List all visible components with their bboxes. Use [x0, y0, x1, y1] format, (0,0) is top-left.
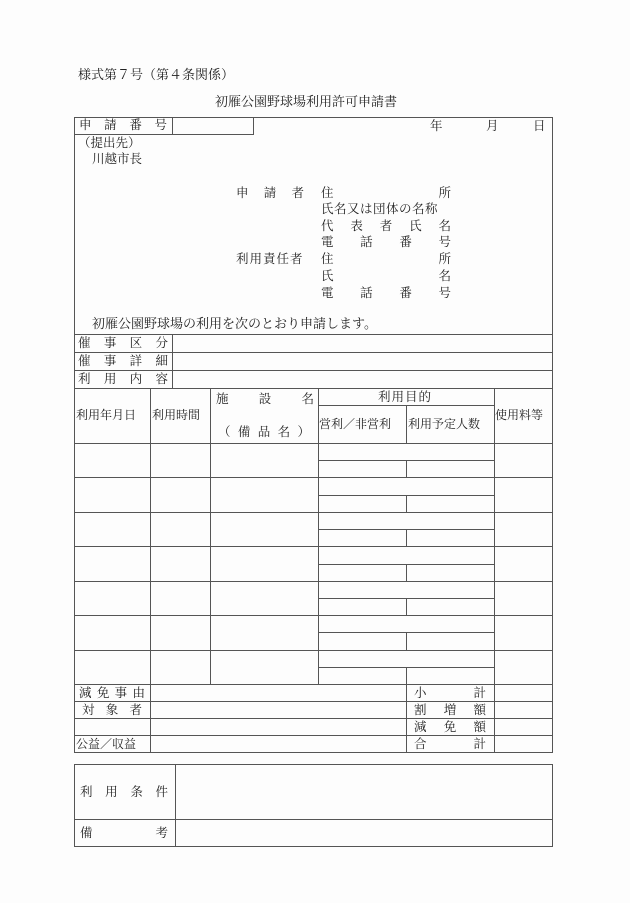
- applicant-phone-label: 電 話 番 号: [321, 234, 451, 249]
- purpose-field[interactable]: [319, 616, 494, 632]
- usage-time-field[interactable]: [151, 651, 210, 684]
- expected-people-field[interactable]: [407, 530, 494, 546]
- facility-name-field[interactable]: [211, 651, 318, 684]
- facility-name-field[interactable]: [211, 444, 318, 477]
- usage-date-field[interactable]: [75, 582, 150, 615]
- date-day-label: 日: [533, 118, 546, 133]
- expected-people-field[interactable]: [407, 668, 494, 684]
- fee-field[interactable]: [495, 582, 552, 615]
- facility-name-field[interactable]: [211, 616, 318, 650]
- event-category-field[interactable]: [173, 335, 552, 352]
- header-facility-name: 施 設 名: [216, 391, 314, 406]
- header-usage-date: 利用年月日: [76, 408, 137, 422]
- reduction-reason-field[interactable]: [151, 685, 406, 701]
- applicant-name-label: 氏名又は団体の名称: [321, 201, 439, 216]
- application-number-label: 申 請 番 号: [79, 117, 167, 132]
- profit-field[interactable]: [319, 530, 406, 546]
- subtotal-label: 小 計: [414, 685, 486, 700]
- date-month-label: 月: [486, 118, 499, 133]
- fee-field[interactable]: [495, 616, 552, 650]
- public-profit-label: 公益／収益: [76, 737, 137, 751]
- purpose-field[interactable]: [319, 478, 494, 495]
- purpose-field[interactable]: [319, 444, 494, 460]
- usage-date-field[interactable]: [75, 444, 150, 477]
- header-usage-time: 利用時間: [152, 408, 201, 422]
- subtotal-field[interactable]: [495, 685, 552, 701]
- usage-time-field[interactable]: [151, 444, 210, 477]
- target-person-label: 対 象 者: [82, 702, 142, 717]
- usage-date-field[interactable]: [75, 547, 150, 581]
- responsible-person-label: 利用責任者: [236, 251, 304, 266]
- target-person-field[interactable]: [151, 702, 406, 718]
- form-title: 初雁公園野球場利用許可申請書: [215, 95, 398, 110]
- remarks-field[interactable]: [176, 820, 552, 846]
- usage-time-field[interactable]: [151, 582, 210, 615]
- responsible-name-label: 氏 名: [321, 268, 451, 283]
- date-year-label: 年: [430, 118, 443, 133]
- reduction-amount-label: 減 免 額: [414, 719, 486, 734]
- purpose-field[interactable]: [319, 651, 494, 667]
- expected-people-field[interactable]: [407, 633, 494, 650]
- usage-content-label: 利 用 内 容: [78, 371, 168, 386]
- responsible-address-label: 住 所: [321, 251, 451, 266]
- usage-time-field[interactable]: [151, 513, 210, 546]
- header-expected-people: 利用予定人数: [408, 417, 481, 431]
- event-detail-label: 催 事 詳 細: [78, 353, 168, 368]
- purpose-field[interactable]: [319, 582, 494, 598]
- applicant-label: 申 請 者: [236, 185, 304, 200]
- profit-field[interactable]: [319, 668, 406, 684]
- surcharge-field[interactable]: [495, 702, 552, 718]
- header-purpose: 利用目的: [378, 389, 433, 404]
- purpose-field[interactable]: [319, 513, 494, 529]
- facility-name-field[interactable]: [211, 582, 318, 615]
- applicant-address-label: 住 所: [321, 185, 451, 200]
- fee-field[interactable]: [495, 513, 552, 546]
- usage-date-field[interactable]: [75, 651, 150, 684]
- profit-field[interactable]: [319, 496, 406, 512]
- event-detail-field[interactable]: [173, 353, 552, 370]
- form-number: 様式第７号（第４条関係）: [78, 68, 235, 83]
- conditions-field[interactable]: [176, 765, 552, 819]
- expected-people-field[interactable]: [407, 565, 494, 581]
- purpose-field[interactable]: [319, 547, 494, 564]
- responsible-phone-label: 電 話 番 号: [321, 285, 451, 300]
- remarks-label: 備 考: [80, 825, 168, 840]
- usage-content-field[interactable]: [173, 371, 552, 388]
- fee-field[interactable]: [495, 478, 552, 512]
- submit-to-label: （提出先）: [78, 135, 141, 150]
- blank-summary-field[interactable]: [151, 719, 406, 735]
- usage-time-field[interactable]: [151, 478, 210, 512]
- total-field[interactable]: [495, 736, 552, 752]
- usage-time-field[interactable]: [151, 547, 210, 581]
- expected-people-field[interactable]: [407, 461, 494, 477]
- fee-field[interactable]: [495, 651, 552, 684]
- header-profit: 営利／非営利: [319, 417, 392, 431]
- header-fee: 使用料等: [495, 408, 544, 422]
- total-label: 合 計: [414, 736, 486, 751]
- header-equipment-name: （ 備 品 名 ）: [218, 424, 310, 439]
- usage-date-field[interactable]: [75, 616, 150, 650]
- expected-people-field[interactable]: [407, 496, 494, 512]
- applicant-representative-label: 代 表 者 氏 名: [321, 218, 451, 233]
- conditions-label: 利 用 条 件: [80, 784, 168, 799]
- surcharge-label: 割 増 額: [414, 702, 486, 717]
- profit-field[interactable]: [319, 633, 406, 650]
- profit-field[interactable]: [319, 461, 406, 477]
- event-category-label: 催 事 区 分: [78, 335, 168, 350]
- facility-name-field[interactable]: [211, 478, 318, 512]
- public-profit-field[interactable]: [151, 736, 406, 752]
- fee-field[interactable]: [495, 547, 552, 581]
- submit-to: 川越市長: [92, 151, 143, 166]
- statement: 初雁公園野球場の利用を次のとおり申請します。: [92, 317, 377, 332]
- facility-name-field[interactable]: [211, 547, 318, 581]
- expected-people-field[interactable]: [407, 599, 494, 615]
- usage-date-field[interactable]: [75, 513, 150, 546]
- reduction-amount-field[interactable]: [495, 719, 552, 735]
- usage-time-field[interactable]: [151, 616, 210, 650]
- usage-date-field[interactable]: [75, 478, 150, 512]
- reduction-reason-label: 減 免 事 由: [79, 685, 145, 700]
- profit-field[interactable]: [319, 599, 406, 615]
- fee-field[interactable]: [495, 444, 552, 477]
- application-number-field[interactable]: [173, 118, 253, 134]
- profit-field[interactable]: [319, 565, 406, 581]
- facility-name-field[interactable]: [211, 513, 318, 546]
